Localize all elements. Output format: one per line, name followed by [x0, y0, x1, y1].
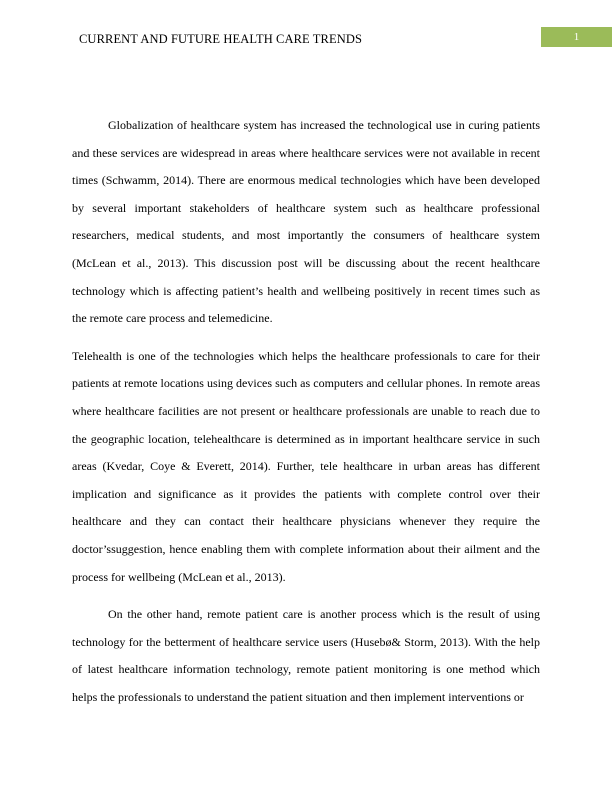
body-text	[72, 112, 540, 711]
running-head: CURRENT AND FUTURE HEALTH CARE TRENDS	[79, 32, 363, 46]
paragraph-telehealth: Telehealth is one of the technologies which helps the healthcare professionals to care for their patients at remote locations using devices such as computers and cellular phones. In remote areas where healthcare facilities are not present or healthcare professionals are unable to reach due to the geographic location, telehealthcare is determined as in important healthcare service in such areas (Kvedar, Coye & Everett, 2014). Further, tele healthcare in urban areas has different implication and significance as it provides the patients with complete control over their healthcare and they can contact their healthcare physicians whenever they require the doctor’ssuggestion, hence enabling them with complete information about their ailment and the process for wellbeing (McLean et al., 2013).	[72, 348, 540, 584]
paragraph-remote-patient-care: On the other hand, remote patient care is another process which is the result of using technology for the betterment of healthcare service users (Husebø& Storm, 2013). With the help of latest healthcare information technology, remote patient monitoring is one method which helps the professionals to understand the patient situation and then implement interventions or	[72, 607, 540, 704]
paragraph-globalization: Globalization of healthcare system has increased the technological use in curing patients and these services are widespread in areas where healthcare services were not available in recent times (Schwamm, 2014). There are enormous medical technologies which have been developed by several important stakeholders of healthcare system such as healthcare professional researchers, medical students, and most importantly the consumers of healthcare system (McLean et al., 2013). This discussion post will be discussing about the recent healthcare technology which is affecting patient’s health and wellbeing positively in recent times such as the remote care process and telemedicine.	[72, 118, 540, 326]
page-number: 1	[541, 27, 612, 47]
